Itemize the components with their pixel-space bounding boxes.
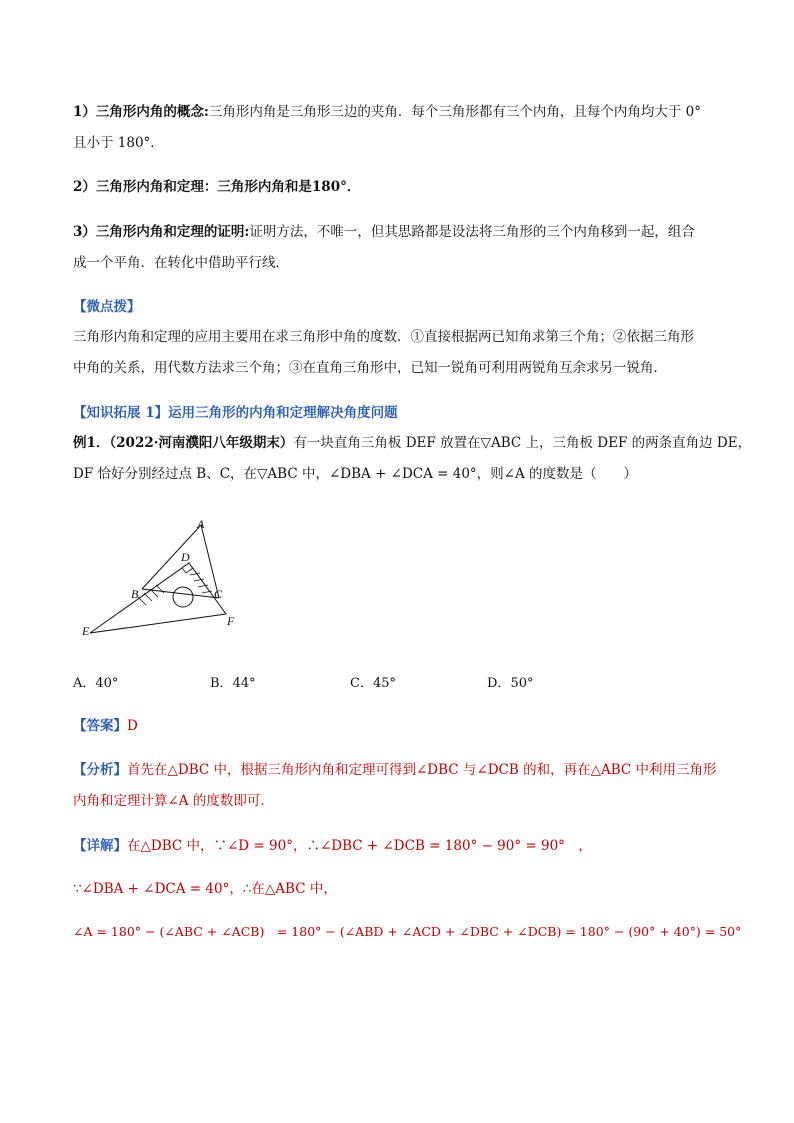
- detail-tag: 【详解】: [73, 838, 127, 854]
- detail-line-1: [73, 836, 592, 856]
- tip-line-1: 三角形内角和定理的应用主要用在求三角形中角的度数．①直接根据两已知角求第三个角；②依据三角形: [73, 329, 694, 345]
- concept-1-text: 三角形内角是三角形三边的夹角．每个三角形都有三个内角，且每个内角均大于 0°: [208, 104, 702, 120]
- concept-1-title: 1）三角形内角的概念:: [73, 104, 209, 120]
- example-line-1: [73, 433, 751, 453]
- tip-line-2: 中角的关系，用代数方法求三个角；③在直角三角形中，已知一锐角可利用两锐角互余求另一锐角．: [73, 360, 667, 376]
- answer: [73, 716, 138, 736]
- detail-line-2: ∵∠DBA + ∠DCA = 40°，∴在△ABC 中，: [73, 881, 337, 897]
- hatch-marks-left: [138, 585, 164, 605]
- label-d: D: [181, 550, 190, 564]
- label-e: E: [82, 624, 90, 638]
- set-square-hole: [173, 587, 193, 607]
- concept-1-cont: 且小于 180°．: [73, 135, 164, 151]
- choice-b-value: 44°: [232, 676, 256, 691]
- analysis-text-1: 首先在△DBC 中，根据三角形内角和定理可得到∠DBC 与∠DCB 的和，再在△ABC 中利用三角形: [127, 762, 717, 778]
- choice-d[interactable]: [487, 672, 533, 691]
- segment-bc: [142, 589, 219, 598]
- example-label: 例1．: [73, 435, 110, 451]
- choice-c[interactable]: [350, 672, 396, 691]
- concept-3-title: 3）三角形内角和定理的证明:: [73, 224, 250, 240]
- analysis-line-2: 内角和定理计算∠A 的度数即可．: [73, 793, 274, 809]
- choice-b-letter: B．: [210, 676, 233, 691]
- right-angle-mark: [182, 568, 193, 573]
- choice-d-value: 50°: [510, 676, 534, 691]
- analysis-tag: 【分析】: [73, 762, 127, 778]
- analysis-line-1: [73, 760, 717, 780]
- answer-tag: 【答案】: [73, 718, 127, 734]
- detail-text-1: 在△DBC 中，∵∠D = 90°，∴∠DBC + ∠DCB = 180° − 90° = 90° ，: [127, 838, 592, 854]
- detail-line-3: ∠A = 180° − (∠ABC + ∠ACB) = 180° − (∠ABD + ∠ACD + ∠DBC + ∠DCB) = 180° − (90° + 40°) = 50°: [73, 924, 742, 939]
- example-source: （2022·河南濮阳八年级期末）: [109, 435, 294, 451]
- label-a: A: [197, 517, 205, 531]
- choice-a-value: 40°: [95, 676, 119, 691]
- label-b: B: [131, 587, 139, 601]
- label-c: C: [214, 587, 223, 601]
- example-line-2: DF 恰好分别经过点 B、C，在▽ABC 中，∠DBA + ∠DCA = 40°，则∠A 的度数是（ ）: [73, 466, 638, 482]
- concept-2-title: 2）三角形内角和定理：: [73, 179, 218, 195]
- choice-c-value: 45°: [372, 676, 396, 691]
- extension-heading-text: 【知识拓展 1】运用三角形的内角和定理解决角度问题: [73, 405, 398, 421]
- triangle-figure: [78, 515, 248, 640]
- tip-heading: 【微点拨】: [73, 299, 141, 315]
- concept-2-text: 三角形内角和是180°．: [217, 179, 361, 195]
- label-f: F: [227, 614, 235, 628]
- choice-a[interactable]: [73, 672, 118, 691]
- concept-1: [73, 102, 701, 122]
- choice-d-letter: D．: [487, 676, 511, 691]
- example-text-1: 有一块直角三角板 DEF 放置在▽ABC 上，三角板 DEF 的两条直角边 DE，: [293, 435, 752, 451]
- concept-3-text: 证明方法，不唯一，但其思路都是设法将三角形的三个内角移到一起，组合: [249, 224, 695, 240]
- choice-a-letter: A．: [73, 676, 96, 691]
- extension-heading: [73, 403, 398, 423]
- concept-3-cont: 成一个平角．在转化中借助平行线．: [73, 255, 289, 271]
- set-square-def: [90, 563, 226, 633]
- concept-3: [73, 222, 695, 242]
- choice-b[interactable]: [210, 672, 256, 691]
- concept-2: [73, 177, 360, 197]
- choice-c-letter: C．: [350, 676, 373, 691]
- answer-value: D: [127, 718, 138, 734]
